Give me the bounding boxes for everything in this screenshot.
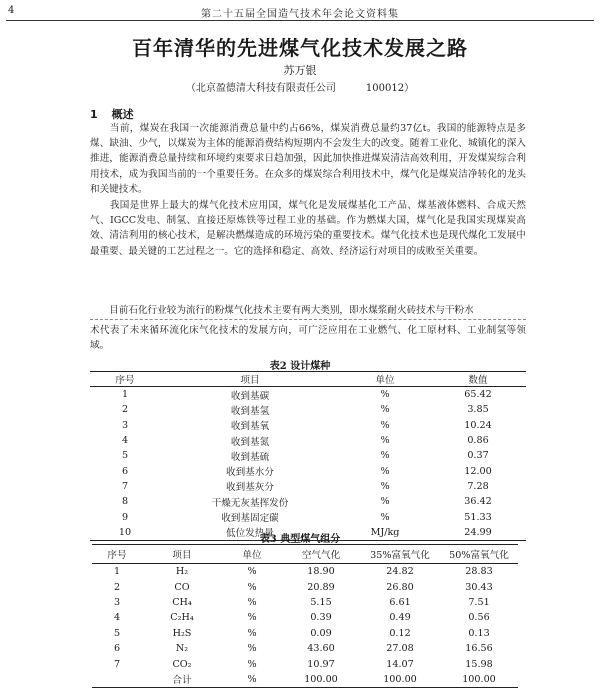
cell-air: 18.90 xyxy=(307,566,335,578)
cell-index: 2 xyxy=(121,404,129,416)
table-row xyxy=(90,448,526,463)
cell-unit: % xyxy=(380,419,390,431)
cell-o2-35: 26.80 xyxy=(386,581,414,593)
cell-component: CH₄ xyxy=(172,596,192,608)
cell-unit: % xyxy=(380,496,390,508)
cell-o2-35: 0.49 xyxy=(389,612,411,624)
cell-value: 12.00 xyxy=(464,465,492,477)
column-header: 序号 xyxy=(90,372,160,387)
running-header xyxy=(6,2,594,21)
cell-index: 1 xyxy=(121,389,129,401)
cell-o2-35: 14.07 xyxy=(386,658,414,670)
cell-air: 43.60 xyxy=(307,643,335,655)
cell-unit: % xyxy=(247,581,257,593)
cell-unit: % xyxy=(222,672,282,688)
cell-unit: % xyxy=(380,450,390,462)
cell-component: C₂H₄ xyxy=(170,612,194,624)
cell-o2-50: 0.13 xyxy=(468,627,490,639)
column-header: 序号 xyxy=(92,545,142,564)
column-header: 空气气化 xyxy=(282,545,360,564)
table-row xyxy=(90,402,526,417)
cell-o2-35: 24.82 xyxy=(386,566,414,578)
table-row xyxy=(92,564,518,580)
table-header-row xyxy=(90,372,526,387)
column-header: 项目 xyxy=(160,372,340,387)
column-header: 单位 xyxy=(222,545,282,564)
cell-index: 4 xyxy=(113,612,121,624)
cell-value: 0.86 xyxy=(467,435,489,447)
paragraph-2 xyxy=(90,198,526,259)
table-row xyxy=(92,641,518,656)
cell-component: CO xyxy=(174,581,190,593)
cell-unit: MJ/kg xyxy=(340,525,430,541)
cell-air: 0.09 xyxy=(310,627,332,639)
cell-index: 6 xyxy=(121,465,129,477)
cell-unit: % xyxy=(247,643,257,655)
cell-index: 5 xyxy=(113,627,121,639)
cell-item: 收到基碳 xyxy=(230,390,270,402)
cell-unit: % xyxy=(380,511,390,523)
cell-index: 4 xyxy=(121,435,129,447)
column-header: 数值 xyxy=(430,372,526,387)
running-title: 第二十五届全国造气技术年会论文资料集 xyxy=(201,9,399,20)
table-row xyxy=(90,433,526,448)
cell-unit: % xyxy=(247,658,257,670)
cell-index: 5 xyxy=(121,450,129,462)
cell-unit: % xyxy=(380,389,390,401)
section-number: 1 xyxy=(90,108,98,121)
cell-item: 收到基氮 xyxy=(230,436,270,448)
cell-component: H₂S xyxy=(172,627,192,639)
table-row xyxy=(90,479,526,494)
article-title: 百年清华的先进煤气化技术发展之路 xyxy=(132,36,468,60)
column-header: 项目 xyxy=(142,545,222,564)
cell-o2-35: 6.61 xyxy=(389,596,411,608)
article-affiliation xyxy=(0,79,600,94)
cell-air: 20.89 xyxy=(307,581,335,593)
cell-index: 6 xyxy=(113,643,121,655)
table-row xyxy=(92,610,518,625)
table-2-caption: 表2 设计煤种 xyxy=(269,361,331,372)
table-row xyxy=(92,656,518,671)
cell-value: 36.42 xyxy=(464,496,492,508)
cell-index: 10 xyxy=(90,525,160,541)
column-header: 50%富氧气化 xyxy=(440,545,518,564)
table-row xyxy=(92,595,518,610)
column-header: 35%富氧气化 xyxy=(360,545,440,564)
cell-air: 0.39 xyxy=(310,612,332,624)
cell-o2-50: 30.43 xyxy=(465,581,493,593)
table-row xyxy=(90,509,526,524)
cell-item: 干燥无灰基挥发份 xyxy=(211,497,289,509)
affiliation-postcode: 100012） xyxy=(365,83,415,94)
paragraph-3-text: 目前石化行业较为流行的粉煤气化技术主要有两大类别，即水煤浆耐火砖技术与干粉水 xyxy=(109,305,474,316)
page-number: 4 xyxy=(8,5,15,16)
cell-o2-50: 15.98 xyxy=(465,658,493,670)
cell-unit: % xyxy=(380,435,390,447)
cell-air: 100.00 xyxy=(282,672,360,688)
cell-index: 2 xyxy=(113,581,121,593)
cell-item: 收到基灰分 xyxy=(226,482,274,494)
table-row xyxy=(90,418,526,433)
cell-unit: % xyxy=(380,404,390,416)
cell-o2-50: 100.00 xyxy=(440,672,518,688)
cell-item: 收到基硫 xyxy=(230,451,270,463)
paragraph-1-text: 当前，煤炭在我国一次能源消费总量中约占66%，煤炭消费总量约37亿t。我国的能源特点是多煤、缺油、少气，以煤炭为主体的能源消费结构短期内不会发生大的改变。随着工业化、城镇化的深入推进，能源消费总量持续和环境约束要求日趋加强，因此加快推进煤炭清洁高效利用，开发煤炭综合利用技术，成为我国当前的一个重要任务。在众多的煤炭综合利用技术中，煤气化是煤炭洁净转化的龙头和关键技术。 xyxy=(90,123,527,195)
cell-value: 3.85 xyxy=(467,404,489,416)
cell-index: 8 xyxy=(121,496,129,508)
cell-component: 合计 xyxy=(142,672,222,688)
cell-unit: % xyxy=(247,566,257,578)
table-row xyxy=(90,494,526,509)
paragraph-1 xyxy=(90,121,526,197)
cell-value: 24.99 xyxy=(430,525,526,541)
cell-unit: % xyxy=(380,465,390,477)
cell-index: 7 xyxy=(121,480,129,492)
table-row xyxy=(90,387,526,403)
cell-o2-50: 0.56 xyxy=(468,612,490,624)
cell-item: 收到基氧 xyxy=(230,421,270,433)
cell-index: 7 xyxy=(113,658,121,670)
cell-value: 10.24 xyxy=(464,419,492,431)
table-row xyxy=(92,579,518,594)
cell-o2-50: 16.56 xyxy=(465,643,493,655)
paragraph-2-text: 我国是世界上最大的煤气化技术应用国，煤气化是发展煤基化工产品、煤基液体燃料、合成天然气、IGCC发电、制氢、直接还原炼铁等过程工业的基础。作为燃煤大国，煤气化是我国实现煤炭高效、清洁利用的核心技术，是解决燃煤造成的环境污染的重要技术。煤气化技术也是现代煤化工发展中最重要、最关键的工艺过程之一。它的选择和稳定、高效、经济运行对项目的成败至关重要。 xyxy=(90,200,527,257)
cell-item: 收到基氢 xyxy=(230,405,270,417)
cell-component: CO₂ xyxy=(172,658,192,670)
cell-index: 9 xyxy=(121,511,129,523)
cell-item: 低位发热量 xyxy=(160,525,340,541)
section-divider xyxy=(90,319,526,320)
column-header: 单位 xyxy=(340,372,430,387)
cell-value: 7.28 xyxy=(467,480,489,492)
cell-index xyxy=(92,672,142,688)
cell-index: 1 xyxy=(113,566,121,578)
cell-o2-35: 0.12 xyxy=(389,627,411,639)
cell-unit: % xyxy=(247,596,257,608)
cell-index: 3 xyxy=(121,419,129,431)
cell-o2-50: 7.51 xyxy=(468,596,490,608)
paragraph-4: 术代表了未来循环流化床气化技术的发展方向，可广泛应用在工业燃气、化工原材料、工业制氢等领域。 xyxy=(90,325,526,352)
section-heading xyxy=(90,106,134,122)
paragraph-3 xyxy=(90,303,526,318)
affiliation-name: （北京盈德清大科技有限责任公司 xyxy=(185,83,336,94)
table-row xyxy=(92,626,518,641)
table-3-caption: 表3 典型煤气组分 xyxy=(259,534,341,545)
cell-index: 3 xyxy=(113,596,121,608)
cell-item: 收到基固定碳 xyxy=(221,513,279,525)
cell-o2-35: 100.00 xyxy=(360,672,440,688)
cell-air: 5.15 xyxy=(310,596,332,608)
table-2-design-coal xyxy=(90,371,526,541)
table-header-row xyxy=(92,545,518,564)
cell-value: 51.33 xyxy=(464,511,492,523)
table-row xyxy=(90,463,526,478)
section-title: 概述 xyxy=(111,108,134,121)
table-row-total xyxy=(92,672,518,688)
cell-value: 0.37 xyxy=(467,450,489,462)
cell-component: H₂ xyxy=(175,566,189,578)
cell-air: 10.97 xyxy=(307,658,335,670)
cell-unit: % xyxy=(380,480,390,492)
cell-component: N₂ xyxy=(175,643,189,655)
cell-item: 收到基水分 xyxy=(226,467,274,479)
cell-o2-50: 28.83 xyxy=(465,566,493,578)
article-author: 苏万银 xyxy=(283,64,317,77)
cell-o2-35: 27.08 xyxy=(386,643,414,655)
table-3-gas-composition xyxy=(92,544,518,688)
cell-unit: % xyxy=(247,627,257,639)
cell-unit: % xyxy=(247,612,257,624)
cell-value: 65.42 xyxy=(464,389,492,401)
